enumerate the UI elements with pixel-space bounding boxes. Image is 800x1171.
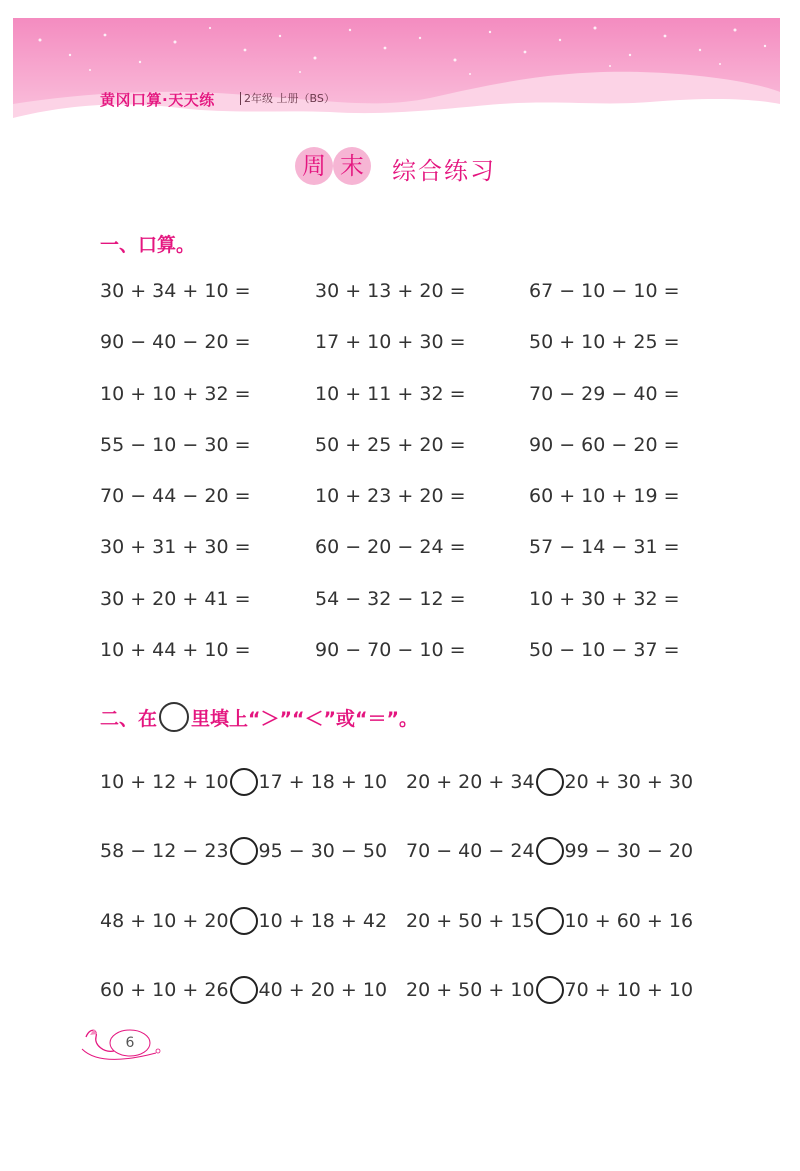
comparison-item [406,765,693,799]
left-expression: 58 − 12 − 23 [100,840,229,863]
right-expression: 40 + 20 + 10 [258,978,388,1001]
section-1-heading: 一、口算。 [100,234,196,256]
right-expression: 70 + 10 + 10 [564,978,694,1001]
left-expression: 20 + 50 + 15 [406,909,535,932]
right-expression: 17 + 18 + 10 [258,771,388,793]
brand-title: 黄冈口算·天天练 [100,91,215,109]
math-problem: 70 − 29 − 40 = [529,382,680,405]
math-problem: 90 − 70 − 10 = [315,639,466,662]
right-expression: 20 + 30 + 30 [564,771,694,793]
problem-row [100,588,740,639]
page-number: 6 [125,1035,135,1051]
comparison-row [100,765,740,834]
math-problem: 90 − 60 − 20 = [529,433,680,456]
right-expression: 10 + 60 + 16 [564,909,694,932]
page-title [0,147,800,187]
answer-circle[interactable] [230,837,258,865]
math-problem: 50 − 10 − 37 = [529,639,680,662]
math-problem: 10 + 11 + 32 = [315,382,466,405]
comparison-row [100,834,740,903]
math-problem: 67 − 10 − 10 = [529,280,680,302]
math-problem: 10 + 44 + 10 = [100,639,251,662]
right-expression: 10 + 18 + 42 [258,909,388,932]
problem-row [100,383,740,434]
comparison-item [100,973,387,1007]
problem-row [100,434,740,485]
comparison-item [406,834,693,868]
math-problem: 50 + 10 + 25 = [529,331,680,354]
left-expression: 70 − 40 − 24 [406,840,535,863]
math-problem: 60 − 20 − 24 = [315,536,466,559]
answer-circle[interactable] [230,768,258,796]
left-expression: 20 + 20 + 34 [406,771,535,793]
math-problem: 55 − 10 − 30 = [100,433,251,456]
comparison-grid [100,765,740,1042]
math-problem: 17 + 10 + 30 = [315,331,466,354]
title-char-1: 周 [295,147,333,185]
comparison-item [100,834,387,868]
section-2-heading-pre: 二、在 [100,708,158,730]
answer-circle[interactable] [536,837,564,865]
comparison-item [406,973,693,1007]
title-char-2: 末 [333,147,371,185]
comparison-item [100,904,387,938]
left-expression: 20 + 50 + 10 [406,978,535,1001]
problem-row [100,331,740,382]
math-problem: 30 + 13 + 20 = [315,280,466,302]
right-expression: 99 − 30 − 20 [564,840,694,863]
comparison-row [100,904,740,973]
comparison-item [406,904,693,938]
left-expression: 60 + 10 + 26 [100,978,229,1001]
left-expression: 48 + 10 + 20 [100,909,229,932]
header-banner [0,0,800,150]
problem-row [100,536,740,587]
right-expression: 95 − 30 − 50 [258,840,388,863]
circle-icon [159,702,189,732]
math-problem: 50 + 25 + 20 = [315,433,466,456]
section-2-heading-post: 里填上“＞”“＜”或“＝”。 [191,708,418,730]
answer-circle[interactable] [536,976,564,1004]
math-problem: 54 − 32 − 12 = [315,587,466,610]
answer-circle[interactable] [536,768,564,796]
comparison-row [100,973,740,1042]
math-problem: 10 + 30 + 32 = [529,587,680,610]
left-expression: 10 + 12 + 10 [100,771,229,793]
grade-label: 2年级 上册（BS） [240,92,335,105]
math-problem: 10 + 10 + 32 = [100,382,251,405]
problem-row [100,639,740,690]
math-problem: 30 + 20 + 41 = [100,587,251,610]
answer-circle[interactable] [536,907,564,935]
math-problem: 30 + 31 + 30 = [100,536,251,559]
math-problem: 10 + 23 + 20 = [315,485,466,508]
answer-circle[interactable] [230,907,258,935]
math-problem: 90 − 40 − 20 = [100,331,251,354]
problem-row [100,485,740,536]
problem-row [100,280,740,331]
section-2-heading [100,702,418,732]
answer-circle[interactable] [230,976,258,1004]
math-problem: 60 + 10 + 19 = [529,485,680,508]
mental-math-grid [100,280,740,690]
math-problem: 57 − 14 − 31 = [529,536,680,559]
math-problem: 70 − 44 − 20 = [100,485,251,508]
title-subtitle: 综合练习 [392,157,496,185]
math-problem: 30 + 34 + 10 = [100,280,251,302]
comparison-item [100,765,387,799]
